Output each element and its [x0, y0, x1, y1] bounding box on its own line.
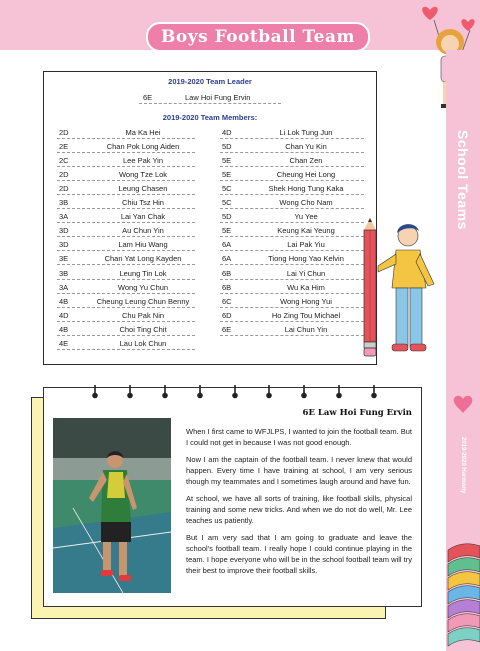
member-row	[57, 224, 195, 237]
page-title-pill	[146, 22, 370, 52]
member-row	[57, 323, 195, 336]
sidebar-section-title	[446, 112, 480, 247]
member-name: Chiu Tsz Hin	[122, 198, 164, 208]
member-class: 3A	[59, 282, 69, 292]
member-name: Keung Kai Yeung	[277, 226, 335, 236]
member-class: 6A	[222, 254, 232, 264]
binder-pin-icon	[371, 385, 377, 399]
article-paragraph: Now I am the captain of the football team. I never knew that would happen. Every time I have training at school, I am very serious though my teammates and I sometimes laugh around and have fun.	[186, 455, 412, 486]
member-name: Lai Chun Yin	[284, 324, 328, 334]
member-row	[220, 126, 364, 139]
member-class: 3D	[59, 226, 69, 236]
binder-pin-icon	[336, 385, 342, 399]
member-row	[220, 252, 364, 265]
member-row	[57, 140, 195, 153]
members-heading: 2019-2020 Team Members:	[162, 113, 258, 122]
member-name: Chan Pok Long Aiden	[106, 142, 180, 152]
sidebar-year-label: 2019-2020 Harmony	[460, 436, 466, 494]
member-name: Lai Pak Yiu	[287, 240, 325, 250]
member-row	[220, 182, 364, 195]
sidebar-section-label: School Teams	[455, 129, 471, 230]
binder-pin-icon	[92, 385, 98, 399]
binder-pin-icon	[232, 385, 238, 399]
member-class: 3B	[59, 198, 69, 208]
member-row	[57, 182, 195, 195]
member-row	[220, 238, 364, 251]
member-name: Tiong Hong Yao Kelvin	[268, 254, 344, 264]
team-roster-card	[43, 71, 377, 365]
member-row	[220, 323, 364, 336]
member-class: 2D	[59, 184, 69, 194]
member-name: Lam Hiu Wang	[118, 240, 168, 250]
member-name: Wong Cho Nam	[279, 198, 333, 208]
member-name: Ho Zing Tou Michael	[271, 310, 341, 320]
member-row	[57, 168, 195, 181]
student-photo	[53, 418, 171, 593]
member-name: Leung Tin Lok	[119, 268, 167, 278]
member-row	[220, 224, 364, 237]
binder-pin-icon	[162, 385, 168, 399]
member-row	[220, 309, 364, 322]
member-row	[57, 337, 195, 350]
member-class: 2D	[59, 128, 69, 137]
member-row	[57, 210, 195, 223]
member-class: 6C	[222, 296, 232, 306]
member-class: 4B	[59, 296, 69, 306]
member-name: Chu Pak Nin	[121, 310, 165, 320]
member-class: 5E	[222, 226, 232, 236]
member-row	[220, 267, 364, 280]
member-name: Leung Chasen	[118, 184, 168, 194]
member-row	[57, 295, 195, 308]
member-name: Lee Pak Yin	[122, 156, 164, 166]
member-row	[57, 267, 195, 280]
member-name: Yu Yee	[294, 212, 318, 222]
member-class: 3A	[59, 212, 69, 222]
member-class: 5C	[222, 198, 232, 208]
member-class: 5D	[222, 212, 232, 222]
page-title: Boys Football Team	[161, 27, 355, 47]
article-author: 6E Law Hoi Fung Ervin	[302, 408, 412, 418]
member-class: 4E	[59, 338, 69, 348]
member-name: Choi Ting Chit	[119, 324, 167, 334]
member-class: 3B	[59, 268, 69, 278]
member-name: Lai Yan Chak	[120, 212, 166, 222]
member-row	[220, 168, 364, 181]
member-class: 6B	[222, 282, 232, 292]
leader-heading: 2019-2020 Team Leader	[168, 77, 252, 86]
member-class: 2E	[59, 142, 69, 152]
member-name: Chan Zen	[289, 156, 323, 166]
member-class: 5D	[222, 142, 232, 152]
member-class: 5E	[222, 156, 232, 166]
member-name: Chan Yu Kin	[285, 142, 327, 152]
binder-pin-icon	[301, 385, 307, 399]
member-name: Wong Tze Lok	[118, 170, 168, 180]
binder-pin-icon	[266, 385, 272, 399]
member-row	[57, 281, 195, 294]
member-class: 3D	[59, 240, 69, 250]
pencil-and-boy-illustration	[356, 218, 446, 358]
member-name: Wu Ka Him	[287, 282, 325, 292]
binder-pin-icon	[197, 385, 203, 399]
member-class: 3E	[59, 254, 69, 264]
article-paragraph: At school, we have all sorts of training, like football skills, physical training and some new tricks. And when we do not do well, Mr. Lee teaches us patiently.	[186, 494, 412, 525]
member-row	[220, 140, 364, 153]
member-name: Au Chun Yin	[122, 226, 164, 236]
article-body	[186, 426, 412, 582]
article-paragraph: When I first came to WFJLPS, I wanted to join the football team. But I could not get in because I was not good enough.	[186, 427, 412, 447]
member-class: 4B	[59, 324, 69, 334]
member-name: Chan Yat Long Kayden	[104, 254, 182, 264]
member-class: 6D	[222, 310, 232, 320]
sidebar-year	[446, 420, 480, 510]
member-class: 6E	[222, 324, 232, 334]
member-class: 4D	[222, 128, 232, 137]
member-row	[57, 196, 195, 209]
member-row	[220, 210, 364, 223]
member-class: 2D	[59, 170, 69, 180]
member-class: 5C	[222, 184, 232, 194]
member-name: Cheung Hei Long	[276, 170, 336, 180]
member-row	[220, 281, 364, 294]
member-class: 6A	[222, 240, 232, 250]
member-row	[220, 196, 364, 209]
member-row	[220, 295, 364, 308]
member-class: 4D	[59, 310, 69, 320]
member-class: 6B	[222, 268, 232, 278]
member-row	[57, 238, 195, 251]
member-row	[57, 309, 195, 322]
member-name: Ma Ka Hei	[125, 128, 161, 137]
article-paragraph: But I am very sad that I am going to graduate and leave the school's football team. I really hope I could continue playing in the team. I hope everyone who will be in the school football team will try their best to improve their football skills.	[186, 533, 412, 575]
leader-name: Law Hoi Fung Ervin	[185, 93, 251, 102]
member-name: Wong Yu Chun	[117, 282, 169, 292]
member-name: Wong Hong Yui	[280, 296, 332, 306]
member-name: Li Lok Tung Jun	[279, 128, 333, 137]
member-class: 5E	[222, 170, 232, 180]
member-name: Cheung Leung Chun Benny	[96, 296, 190, 306]
member-name: Lau Lok Chun	[119, 338, 167, 348]
heart-icon	[452, 394, 474, 414]
member-class: 2C	[59, 156, 69, 166]
binder-pin-icon	[127, 385, 133, 399]
stacked-books-illustration	[444, 540, 480, 651]
member-row	[57, 252, 195, 265]
leader-row	[139, 91, 281, 104]
member-row	[57, 126, 195, 139]
member-name: Lai Yi Chun	[286, 268, 326, 278]
member-name: Shek Hong Tung Kaka	[268, 184, 344, 194]
member-row	[220, 154, 364, 167]
member-row	[57, 154, 195, 167]
leader-class: 6E	[143, 93, 153, 102]
